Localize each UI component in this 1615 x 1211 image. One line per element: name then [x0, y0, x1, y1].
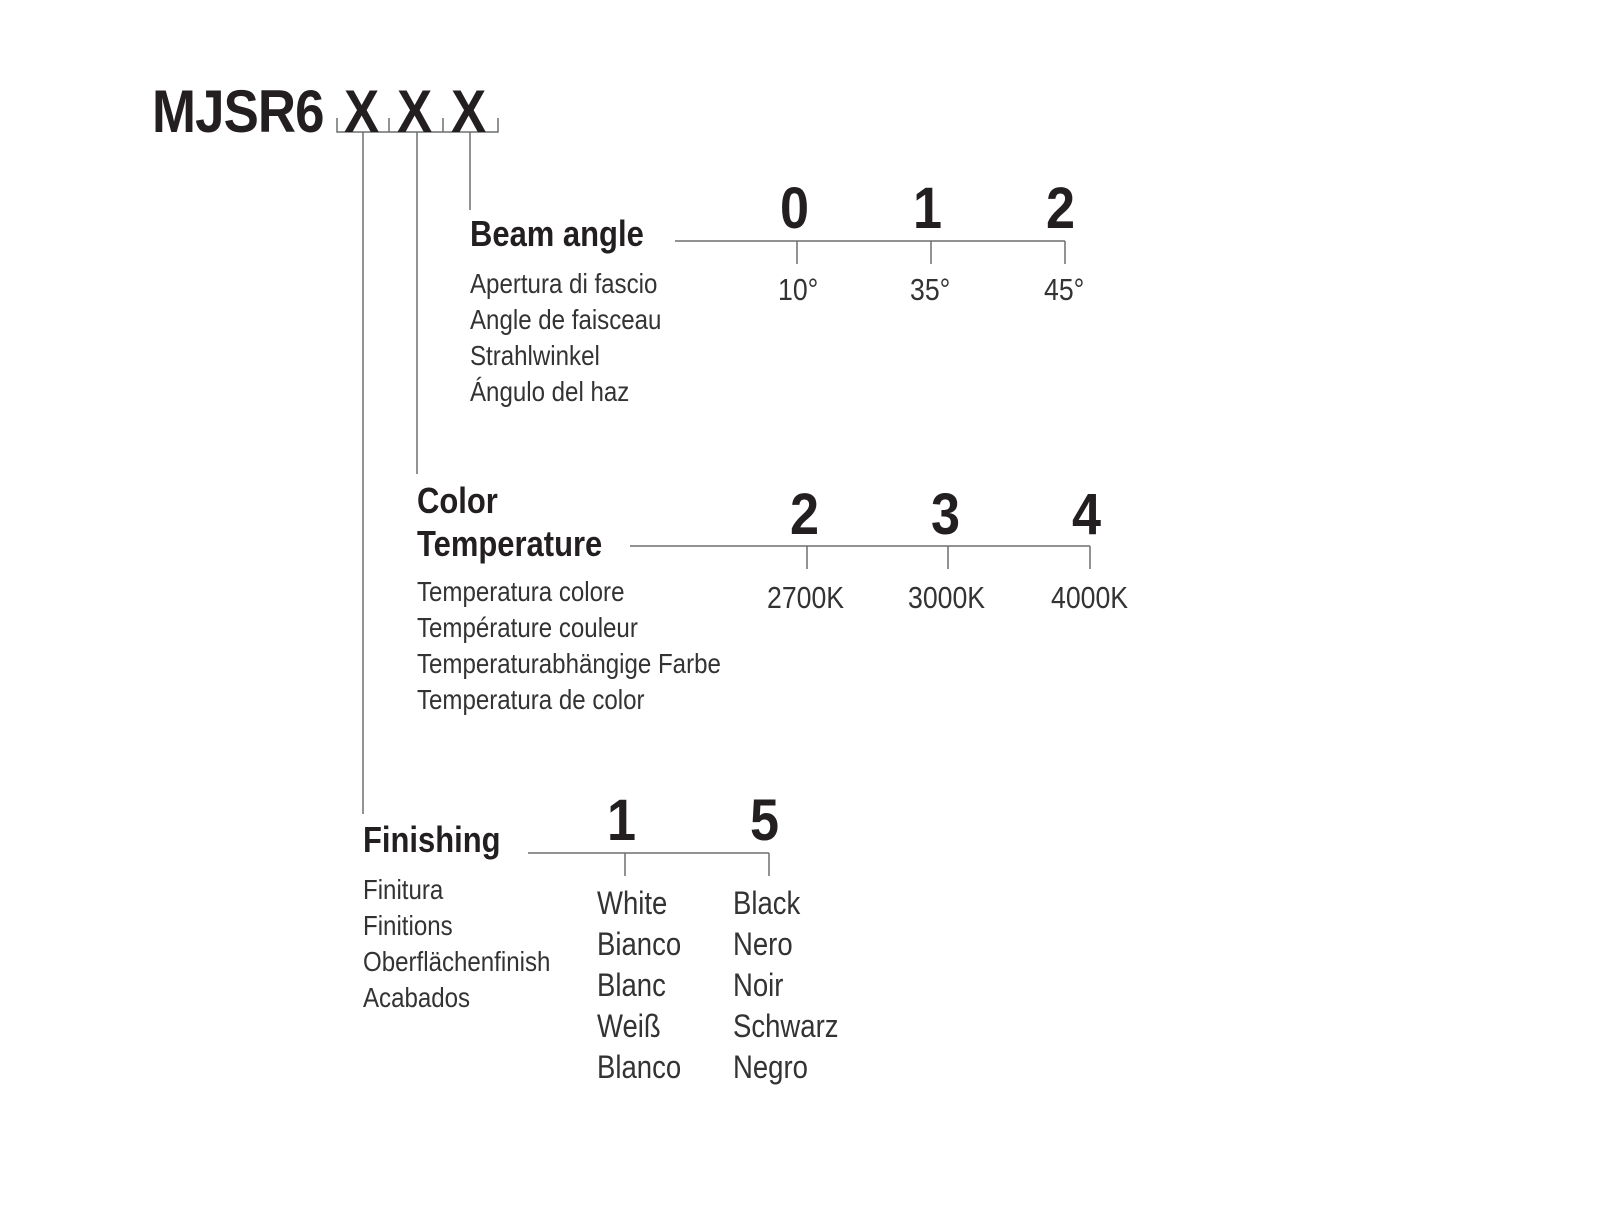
color-temperature-translation-it: Temperatura colore: [417, 576, 625, 607]
color-temperature-value-2700k: 2700K: [767, 580, 845, 615]
color-temperature-code-2: 2: [790, 482, 820, 547]
color-temperature-value-3000k: 3000K: [908, 580, 986, 615]
finishing-translation-fr: Finitions: [363, 910, 453, 941]
finishing-black-fr: Noir: [733, 967, 784, 1003]
beam-angle-code-1: 1: [913, 176, 943, 241]
beam-angle-title: Beam angle: [470, 213, 644, 254]
beam-angle-value-0: 10°: [778, 272, 819, 307]
finishing-white-es: Blanco: [597, 1049, 682, 1085]
beam-angle-code-0: 0: [780, 176, 810, 241]
color-temperature-translation-fr: Température couleur: [417, 612, 638, 643]
finishing-code-5: 5: [750, 788, 780, 853]
color-temperature-code-3: 3: [931, 482, 961, 547]
finishing-code-1: 1: [607, 788, 637, 853]
beam-angle-translation-es: Ángulo del haz: [470, 376, 630, 407]
finishing-white-de: Weiß: [597, 1008, 661, 1044]
beam-angle-value-2: 45°: [1044, 272, 1085, 307]
code-slot-finishing: X: [344, 78, 380, 145]
finishing-translation-es: Acabados: [363, 982, 471, 1013]
color-temperature-translation-de: Temperaturabhängige Farbe: [417, 648, 721, 679]
finishing-black-de: Schwarz: [733, 1008, 839, 1044]
beam-angle-translation-it: Apertura di fascio: [470, 268, 658, 299]
beam-angle-translation-de: Strahlwinkel: [470, 340, 600, 371]
finishing-white-fr: Blanc: [597, 967, 666, 1003]
color-temperature-translation-es: Temperatura de color: [417, 684, 645, 715]
color-temperature-value-4000k: 4000K: [1051, 580, 1129, 615]
finishing-translation-de: Oberflächenfinish: [363, 946, 551, 977]
beam-angle-code-2: 2: [1046, 176, 1076, 241]
finishing-white-en: White: [597, 885, 668, 921]
finishing-black-en: Black: [733, 885, 801, 921]
color-temperature-title-line2: Temperature: [417, 523, 603, 564]
color-temperature-title-line1: Color: [417, 480, 498, 521]
beam-angle-translation-fr: Angle de faisceau: [470, 304, 662, 335]
color-temperature-code-4: 4: [1072, 482, 1102, 547]
finishing-white-it: Bianco: [597, 926, 682, 962]
beam-angle-value-1: 35°: [910, 272, 951, 307]
finishing-translation-it: Finitura: [363, 874, 444, 905]
finishing-black-es: Negro: [733, 1049, 808, 1085]
code-slot-beam-angle: X: [451, 78, 487, 145]
finishing-title: Finishing: [363, 819, 501, 860]
code-slot-color-temperature: X: [397, 78, 433, 145]
finishing-black-it: Nero: [733, 926, 793, 962]
product-code-prefix: MJSR6: [152, 78, 324, 145]
